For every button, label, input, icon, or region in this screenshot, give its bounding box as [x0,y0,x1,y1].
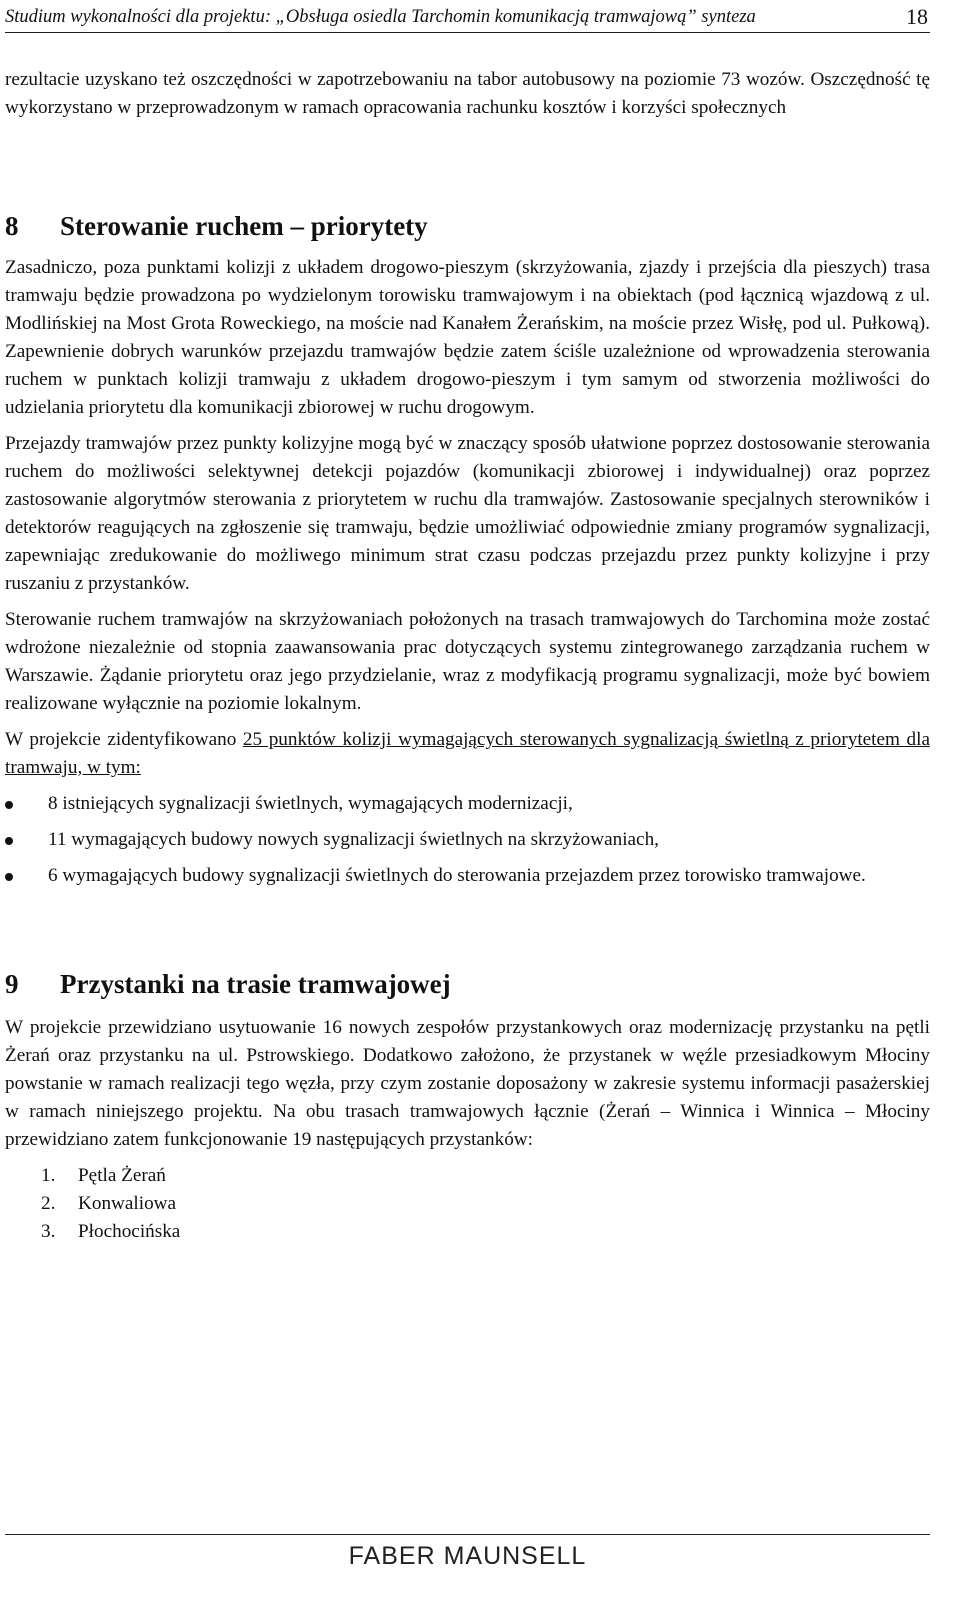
footer-divider [5,1534,930,1535]
collision-points-list [5,790,930,890]
collision-points-intro-underlined: 25 punktów kolizji wymagających sterowanych sygnalizacją świetlną z priorytetem dla tramwaju, w tym: [5,729,930,778]
section-8-heading [5,210,930,242]
list-item-text: 11 wymagających budowy nowych sygnalizacji świetlnych na skrzyżowaniach, [48,829,659,850]
list-item [5,826,930,854]
bullet-icon [5,873,13,881]
section-8-paragraph: Zasadniczo, poza punktami kolizji z układem drogowo-pieszym (skrzyżowania, zjazdy i przejścia dla pieszych) trasa tramwaju będzie prowadzona po wydzielonym torowisku tramwajowym i na obiektach (pod łącznicą wjazdową z ul. Modlińskiej na Most Grota Roweckiego, na moście nad Kanałem Żerańskim, na moście przez Wisłę, pod ul. Pułkową). Zapewnienie dobrych warunków przejazdu tramwajów będzie zatem ściśle uzależnione od wprowadzenia sterowania ruchem w punktach kolizji tramwaju z układem drogowo-pieszym i tym samym od stworzenia możliwości do udzielania priorytetu dla komunikacji zbiorowej w ruchu drogowym. [5,257,930,418]
page-header [5,4,930,33]
section-8-title: Sterowanie ruchem – priorytety [60,211,428,241]
stop-name: Pętla Żerań [78,1165,166,1186]
stops-list [5,1162,930,1246]
section-9-paragraph: W projekcie przewidziano usytuowanie 16 nowych zespołów przystankowych oraz modernizację przystanku na pętli Żerań oraz przystanku na ul. Pstrowskiego. Dodatkowo założono, że przystanek w węźle przesiadkowym Młociny powstanie w ramach realizacji tego węzła, przy czym zostanie doposażony w zakresie systemu informacji pasażerskiej w ramach niniejszego projektu. Na obu trasach tramwajowych łącznie (Żerań – Winnica i Winnica – Młociny przewidziano zatem funkcjonowanie 19 następujących przystanków: [5,1017,930,1150]
list-item [5,790,930,818]
section-8-paragraph: Przejazdy tramwajów przez punkty kolizyjne mogą być w znaczący sposób ułatwione poprzez dostosowanie sterowania ruchem do możliwości selektywnej detekcji pojazdów (komunikacji zbiorowej i indywidualnej) oraz poprzez zastosowanie algorytmów sterowania z priorytetem w ruchu dla tramwajów. Zastosowanie specjalnych sterowników i detektorów reagujących na zgłoszenie się tramwaju, będzie umożliwiać odpowiednie zmiany programów sygnalizacji, zapewniając zredukowanie do możliwego minimum strat czasu podczas przejazdu przez punkty kolizyjne i przy ruszaniu z przystanków. [5,433,930,594]
collision-points-intro-prefix: W projekcie zidentyfikowano [5,729,243,750]
list-item-number: 1. [41,1165,56,1186]
list-item-text: 6 wymagających budowy sygnalizacji świetlnych do sterowania przejazdem przez torowisko tramwajowe. [48,865,866,886]
section-8-paragraph: Sterowanie ruchem tramwajów na skrzyżowaniach położonych na trasach tramwajowych do Tarchomina może zostać wdrożone niezależnie od stopnia zaawansowania prac dotyczących systemu zintegrowanego zarządzania ruchem w Warszawie. Żądanie priorytetu oraz jego przydzielanie, wraz z modyfikacją programu sygnalizacji, może być bowiem realizowane wyłącznie na poziomie lokalnym. [5,609,930,714]
document-page [5,0,930,1617]
stop-name: Płochocińska [78,1221,181,1242]
section-9-title: Przystanki na trasie tramwajowej [60,969,451,999]
intro-paragraph: rezultacie uzyskano też oszczędności w zapotrzebowaniu na tabor autobusowy na poziomie 73 wozów. Oszczędność tę wykorzystano w przeprowadzonym w ramach opracowania rachunku kosztów i korzyści społecznych [5,69,930,118]
list-item [5,1218,930,1246]
list-item-number: 3. [41,1221,56,1242]
list-item [5,1190,930,1218]
footer-logo: FABER MAUNSELL [348,1542,587,1570]
section-8-number: 8 [5,211,19,241]
page-content [5,66,930,1246]
list-item-text: 8 istniejących sygnalizacji świetlnych, wymagających modernizacji, [48,793,573,814]
section-9-heading [5,968,930,1000]
list-item-number: 2. [41,1193,56,1214]
header-title: Studium wykonalności dla projektu: „Obsługa osiedla Tarchomin komunikacją tramwajową” synteza [5,7,756,27]
collision-points-intro [5,726,930,782]
list-item [5,1162,930,1190]
section-9-number: 9 [5,969,19,999]
stop-name: Konwaliowa [78,1193,177,1214]
bullet-icon [5,801,13,809]
list-item [5,862,930,890]
page-number: 18 [906,4,928,29]
bullet-icon [5,837,13,845]
